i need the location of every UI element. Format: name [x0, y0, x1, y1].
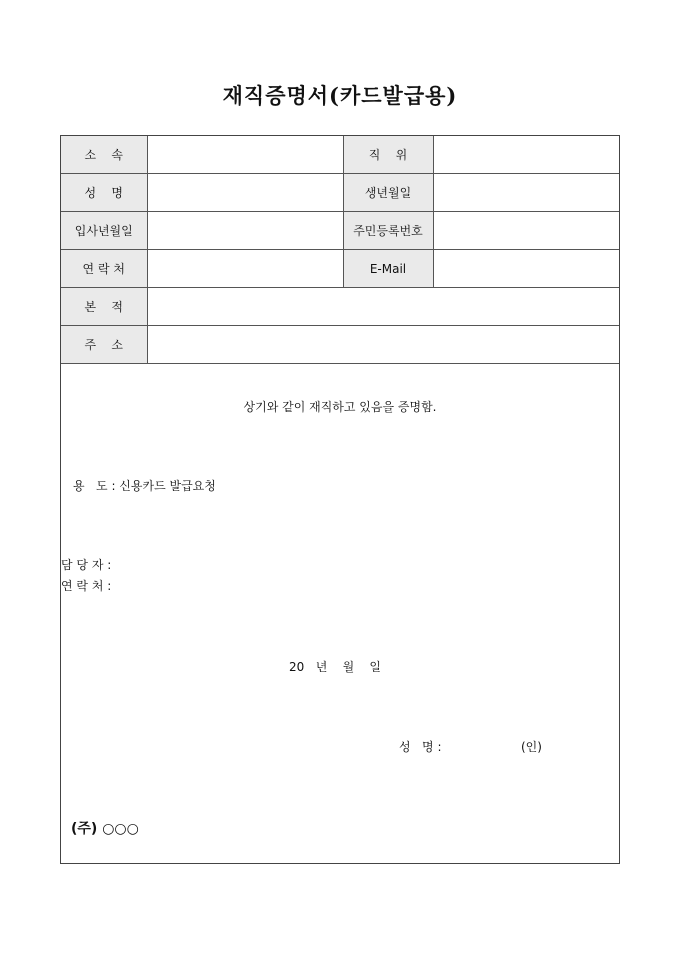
purpose-line: 용 도 : 신용카드 발급요청 [73, 479, 216, 493]
signature-label: 성 명 : [399, 740, 442, 754]
position-field[interactable] [433, 136, 619, 174]
birth-field[interactable] [433, 174, 619, 212]
company-name: (주) ○○○ [71, 821, 139, 837]
table-row [61, 326, 619, 364]
address-label: 주 소 [61, 326, 147, 364]
position-label: 직 위 [343, 136, 433, 174]
info-table [61, 136, 619, 364]
contact-label: 연 락 처 [61, 250, 147, 288]
affiliation-label: 소 속 [61, 136, 147, 174]
issue-date: 20 년 월 일 [289, 660, 382, 674]
affiliation-field[interactable] [147, 136, 343, 174]
email-field[interactable] [433, 250, 619, 288]
table-row [61, 174, 619, 212]
domicile-label: 본 적 [61, 288, 147, 326]
table-row [61, 288, 619, 326]
certification-statement: 상기와 같이 재직하고 있음을 증명함. [243, 400, 437, 414]
address-field[interactable] [147, 326, 619, 364]
certificate-form [60, 135, 620, 864]
resident-no-label: 주민등록번호 [343, 212, 433, 250]
name-label: 성 명 [61, 174, 147, 212]
manager-label: 담 당 자 : [61, 558, 112, 572]
join-date-label: 입사년월일 [61, 212, 147, 250]
join-date-field[interactable] [147, 212, 343, 250]
table-row [61, 136, 619, 174]
contact-field[interactable] [147, 250, 343, 288]
name-field[interactable] [147, 174, 343, 212]
table-row [61, 212, 619, 250]
manager-contact-label: 연 락 처 : [61, 579, 112, 593]
birth-label: 생년월일 [343, 174, 433, 212]
document-title: 재직증명서(카드발급용) [222, 83, 458, 108]
resident-no-field[interactable] [433, 212, 619, 250]
domicile-field[interactable] [147, 288, 619, 326]
email-label: E-Mail [343, 250, 433, 288]
seal-mark: (인) [521, 740, 542, 754]
table-row [61, 250, 619, 288]
